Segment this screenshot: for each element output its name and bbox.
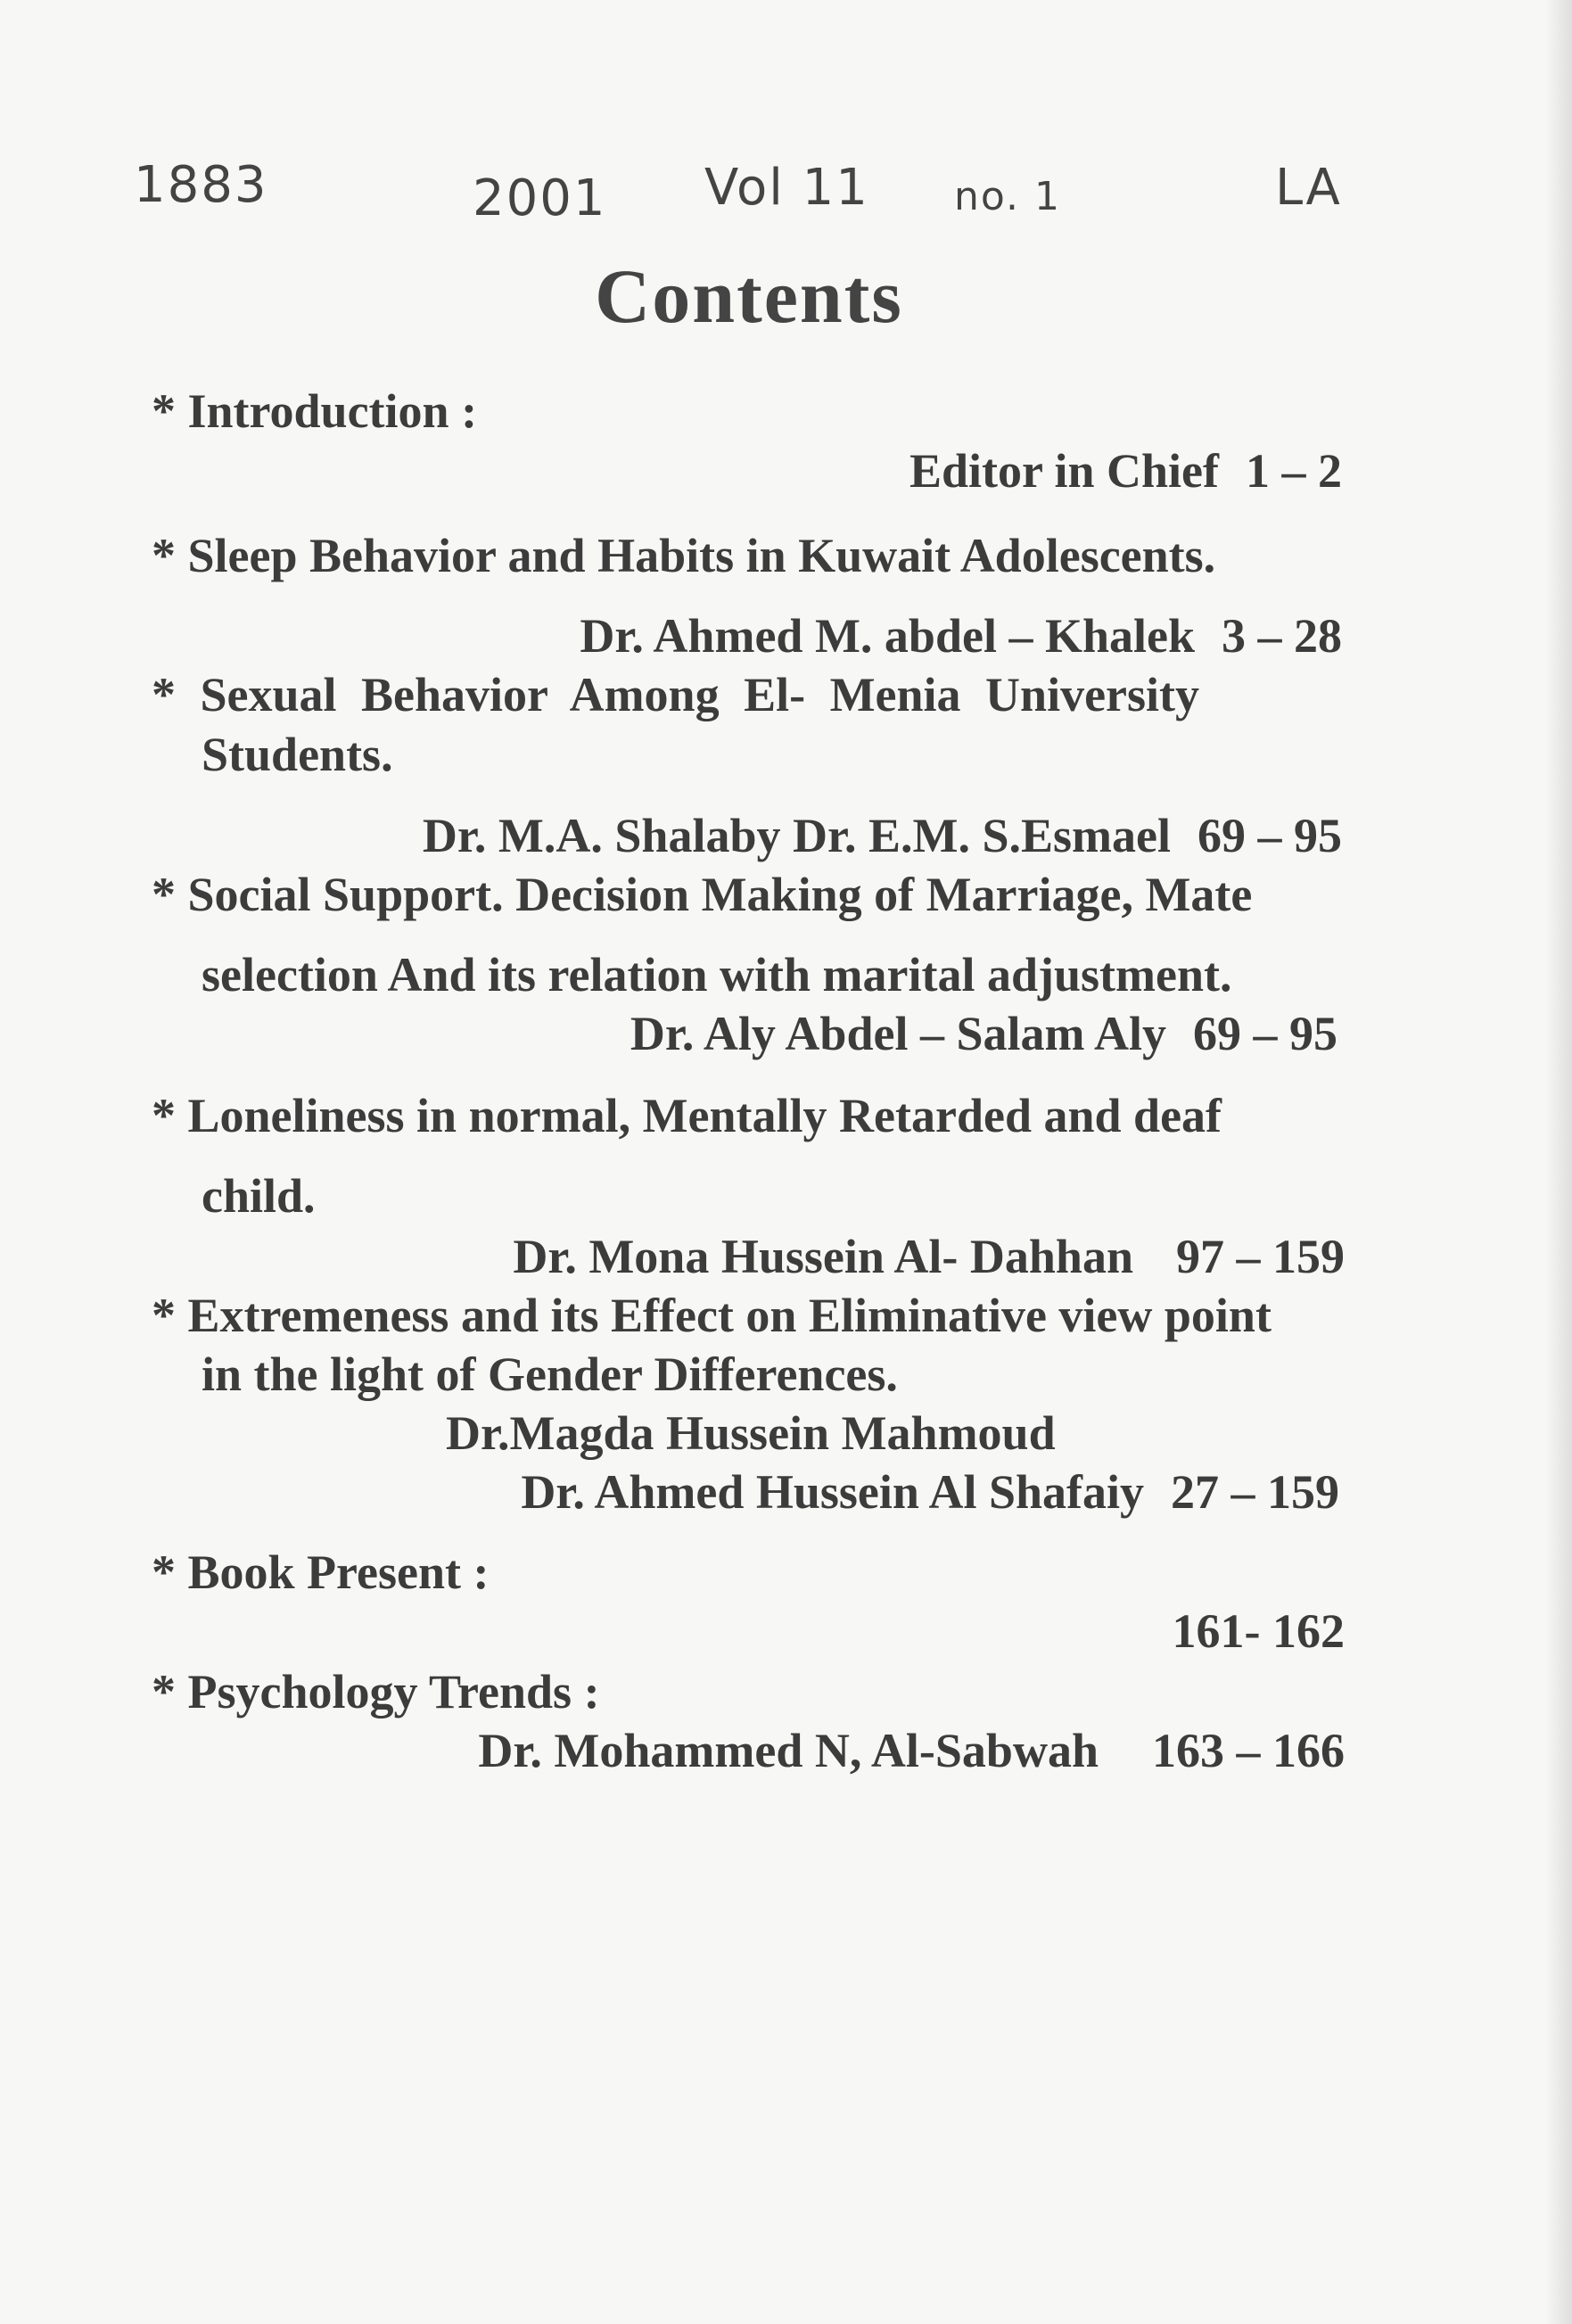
entry-author-line (152, 1464, 1339, 1520)
entry-author-line (152, 1723, 1345, 1778)
page-title: Contents (595, 253, 903, 339)
handwritten-note-2: 2001 (473, 169, 607, 227)
entry-pages: 69 – 95 (1193, 1007, 1337, 1060)
entry-author: Dr. M.A. Shalaby Dr. E.M. S.Esmael (422, 809, 1171, 862)
entry-pages: 163 – 166 (1152, 1724, 1345, 1777)
entry-heading: * Book Present : (152, 1545, 490, 1599)
entry-heading-cont: Students. (202, 728, 393, 781)
entry-heading-cont: in the light of Gender Differences. (202, 1347, 898, 1401)
entry-heading: * Extremeness and its Effect on Eliminative view point (152, 1289, 1272, 1342)
entry-author-line (152, 608, 1342, 663)
entry-heading-cont: selection And its relation with marital adjustment. (202, 948, 1232, 1001)
entry-heading-cont: child. (202, 1169, 316, 1223)
handwritten-note-4: no. 1 (954, 174, 1061, 219)
entry-pages: 1 – 2 (1246, 444, 1342, 498)
entry-author: Dr. Mona Hussein Al- Dahhan (513, 1230, 1133, 1283)
entry-author-line (152, 1006, 1337, 1061)
entry-pages: 97 – 159 (1176, 1230, 1345, 1283)
entry-author: Editor in Chief (909, 444, 1219, 498)
entry-pages: 27 – 159 (1171, 1465, 1339, 1519)
entry-author: Dr. Aly Abdel – Salam Aly (630, 1007, 1166, 1060)
entry-author: Dr. Ahmed Hussein Al Shafaiy (521, 1465, 1144, 1519)
entry-heading: * Introduction : (152, 384, 478, 438)
entry-pages: 161- 162 (1172, 1604, 1345, 1658)
entry-heading: * Sexual Behavior Among El- Menia University (152, 668, 1200, 721)
entry-heading: * Loneliness in normal, Mentally Retarded and deaf (152, 1089, 1222, 1142)
entry-author: Dr. Ahmed M. abdel – Khalek (580, 609, 1195, 663)
handwritten-note-3: Vol 11 (704, 159, 869, 217)
entry-author-line (152, 443, 1342, 499)
entry-pages: 69 – 95 (1198, 809, 1342, 862)
handwritten-note-5: LA (1275, 159, 1342, 217)
entry-author-line (152, 808, 1342, 863)
page-edge-shadow (1545, 0, 1572, 2324)
entry-heading: * Social Support. Decision Making of Marriage, Mate (152, 868, 1253, 921)
handwritten-note-1: 1883 (134, 156, 268, 214)
entry-author-line (152, 1229, 1345, 1284)
entry-author: Dr. Mohammed N, Al-Sabwah (478, 1724, 1099, 1777)
entry-pages: 3 – 28 (1222, 609, 1342, 663)
entry-author: Dr.Magda Hussein Mahmoud (446, 1406, 1056, 1460)
entry-heading: * Sleep Behavior and Habits in Kuwait Adolescents. (152, 529, 1216, 582)
entry-heading: * Psychology Trends : (152, 1665, 600, 1718)
